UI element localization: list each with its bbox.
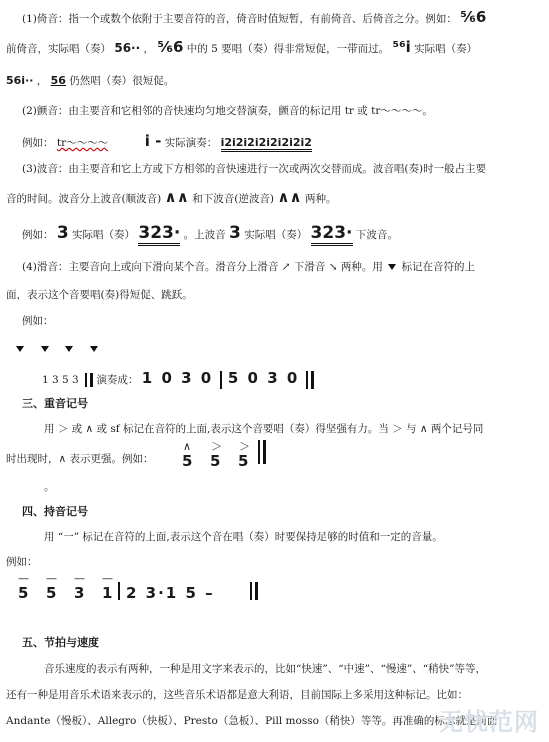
text: 两种。 [305,193,337,205]
text: 实际演奏： [164,137,218,149]
accent-section-title: 三、重音记号 [22,397,88,410]
staccato-mark-icon [90,346,98,352]
accent-mark: ＞ [211,440,222,453]
staccato-example [42,368,549,390]
text: 演奏成： [96,374,139,386]
appoggiatura-line-1 [22,10,549,26]
staccato-marks [14,342,549,356]
notation: 5 0 3 0 [227,369,300,387]
notation: ⁵⁄₆6 [157,38,184,56]
glide-definition-2 [6,288,549,302]
notation: ⁵⁶i [392,38,411,56]
tempo-section-title: 五、节拍与速度 [22,636,99,649]
tenuto-definition [44,530,549,544]
notation: 5 [46,584,57,602]
tenuto-example-label [6,555,549,569]
trill-definition [22,104,549,118]
upper-mordent-symbol: ∧∧ [164,188,189,206]
accent-definition-1 [44,422,549,436]
text: (4)滑音：主要音向上或向下滑向某个音。滑音分上滑音 [22,261,279,273]
tempo-paragraph-2 [6,688,549,702]
notation: 3 [74,584,85,602]
notation: 5 [18,584,29,602]
notation: 5 [238,452,249,470]
text: 还有一种是用音乐术语来表示的，这些音乐术语都是意大利语，目前国际上多采用这种标记。比如： [6,689,468,701]
text: 仍然唱（奏）很短促。 [69,75,175,87]
staccato-mark-icon [388,264,396,270]
accent-mark: ∧ [183,440,192,453]
text: 用 ＞ 或 ∧ 或 sf 标记在音符的上面,表示这个音要唱（奏）得坚强有力。当 ＞ 与 ∧ 两个记号同 [44,423,484,435]
text: ， [36,75,48,87]
text: 例如： [22,315,54,327]
appoggiatura-line-3 [6,74,549,88]
notation: 56·· [114,41,141,55]
notation: 3 [229,223,241,243]
text: (2)颤音：由主要音和它相邻的音快速均匀地交替演奏，颤音的标记用 tr 或 tr～～～～。 [22,105,433,117]
notation: 2 3·1 5 – [126,584,215,602]
staccato-mark-icon [16,346,24,352]
mordent-example [22,223,549,243]
text: ， [143,43,155,55]
glide-example-label [22,314,549,328]
text: 下滑音 [293,261,326,273]
text: 实际唱（奏） [414,43,478,55]
notation: 1 0 3 0 [141,369,214,387]
down-glide-icon: ↘ [328,261,338,273]
text: 实际唱（奏） [244,229,308,241]
text: Andante（慢板）、Allegro（快板）、Presto（急板）、Pill mosso（稍快）等等。再准确的标志就是前面 [6,715,498,727]
text: 下波音。 [355,229,398,241]
notation: i2i2i2i2i2i2i2i2 [221,136,312,152]
text: 面，表示这个音要唱(奏)得短促、跳跃。 [6,289,193,301]
mordent-definition-2 [6,190,549,206]
tempo-paragraph-1 [44,662,549,676]
tenuto-section-title: 四、持音记号 [22,505,88,518]
text: (1)倚音：指一个或数个依附于主要音符的音，倚音时值短暂，有前倚音、后倚音之分。例如： [22,13,457,25]
glide-definition-1 [22,260,549,274]
text: 实际唱（奏） [72,229,136,241]
text: 时出现时，∧ 表示更强。例如： [6,453,154,465]
text: (3)波音：由主要音和它上方或下方相邻的音快速进行一次或两次交替而成。波音唱(奏)时一般占主要 [22,163,487,175]
trill-example [22,134,549,150]
appoggiatura-line-2 [6,40,549,56]
notation: 323· [311,223,353,246]
watermark-logo: 无忧范网 [439,708,539,736]
text: 两种。用 [340,261,383,273]
text: 。 [44,481,55,493]
lower-mordent-symbol: ∧∧ [277,188,302,206]
text: 。上波音 [183,229,226,241]
notation: 323· [138,223,180,246]
notation: 56i·· [6,74,34,87]
notation: 3 [56,223,69,243]
text: 和下波音(逆波音) [192,193,274,205]
text: 例如： [6,556,38,568]
text: 中的 5 要唱（奏）得非常短促，一带而过。 [186,43,390,55]
text: 标记在音符的上 [401,261,476,273]
grace-note-example: ⁵⁄₆6 [460,8,487,26]
accent-trailing-mark [44,480,549,494]
notation: 5 [210,452,221,470]
trill-mark: tr～～～～ [56,137,109,149]
text: 例如： [22,229,54,241]
notation: i - [144,132,162,150]
text: 例如： [22,137,54,149]
accent-definition-2 [6,452,549,470]
text: 音的时间。波音分上波音(顺波音) [6,193,162,205]
mordent-definition-1 [22,162,549,176]
text: 用 “一” 标记在音符的上面,表示这个音在唱（奏）时要保持足够的时值和一定的音量。 [44,531,443,543]
notation: 1 3 5 3 [42,374,79,386]
staccato-mark-icon [41,346,49,352]
up-glide-icon: ↗ [281,261,291,273]
accent-mark: ＞ [239,440,250,453]
text: 音乐速度的表示有两种，一种是用文字来表示的，比如“快速”、“中速”、“慢速”、“稍快”等等， [44,663,486,675]
notation: 56 [50,74,66,87]
tenuto-example: — — — — 5 5 3 1 2 3·1 5 – [0,572,549,602]
notation: 1 [102,584,113,602]
text: 前倚音，实际唱（奏） [6,43,111,55]
notation: 5 [182,452,193,470]
staccato-mark-icon [65,346,73,352]
